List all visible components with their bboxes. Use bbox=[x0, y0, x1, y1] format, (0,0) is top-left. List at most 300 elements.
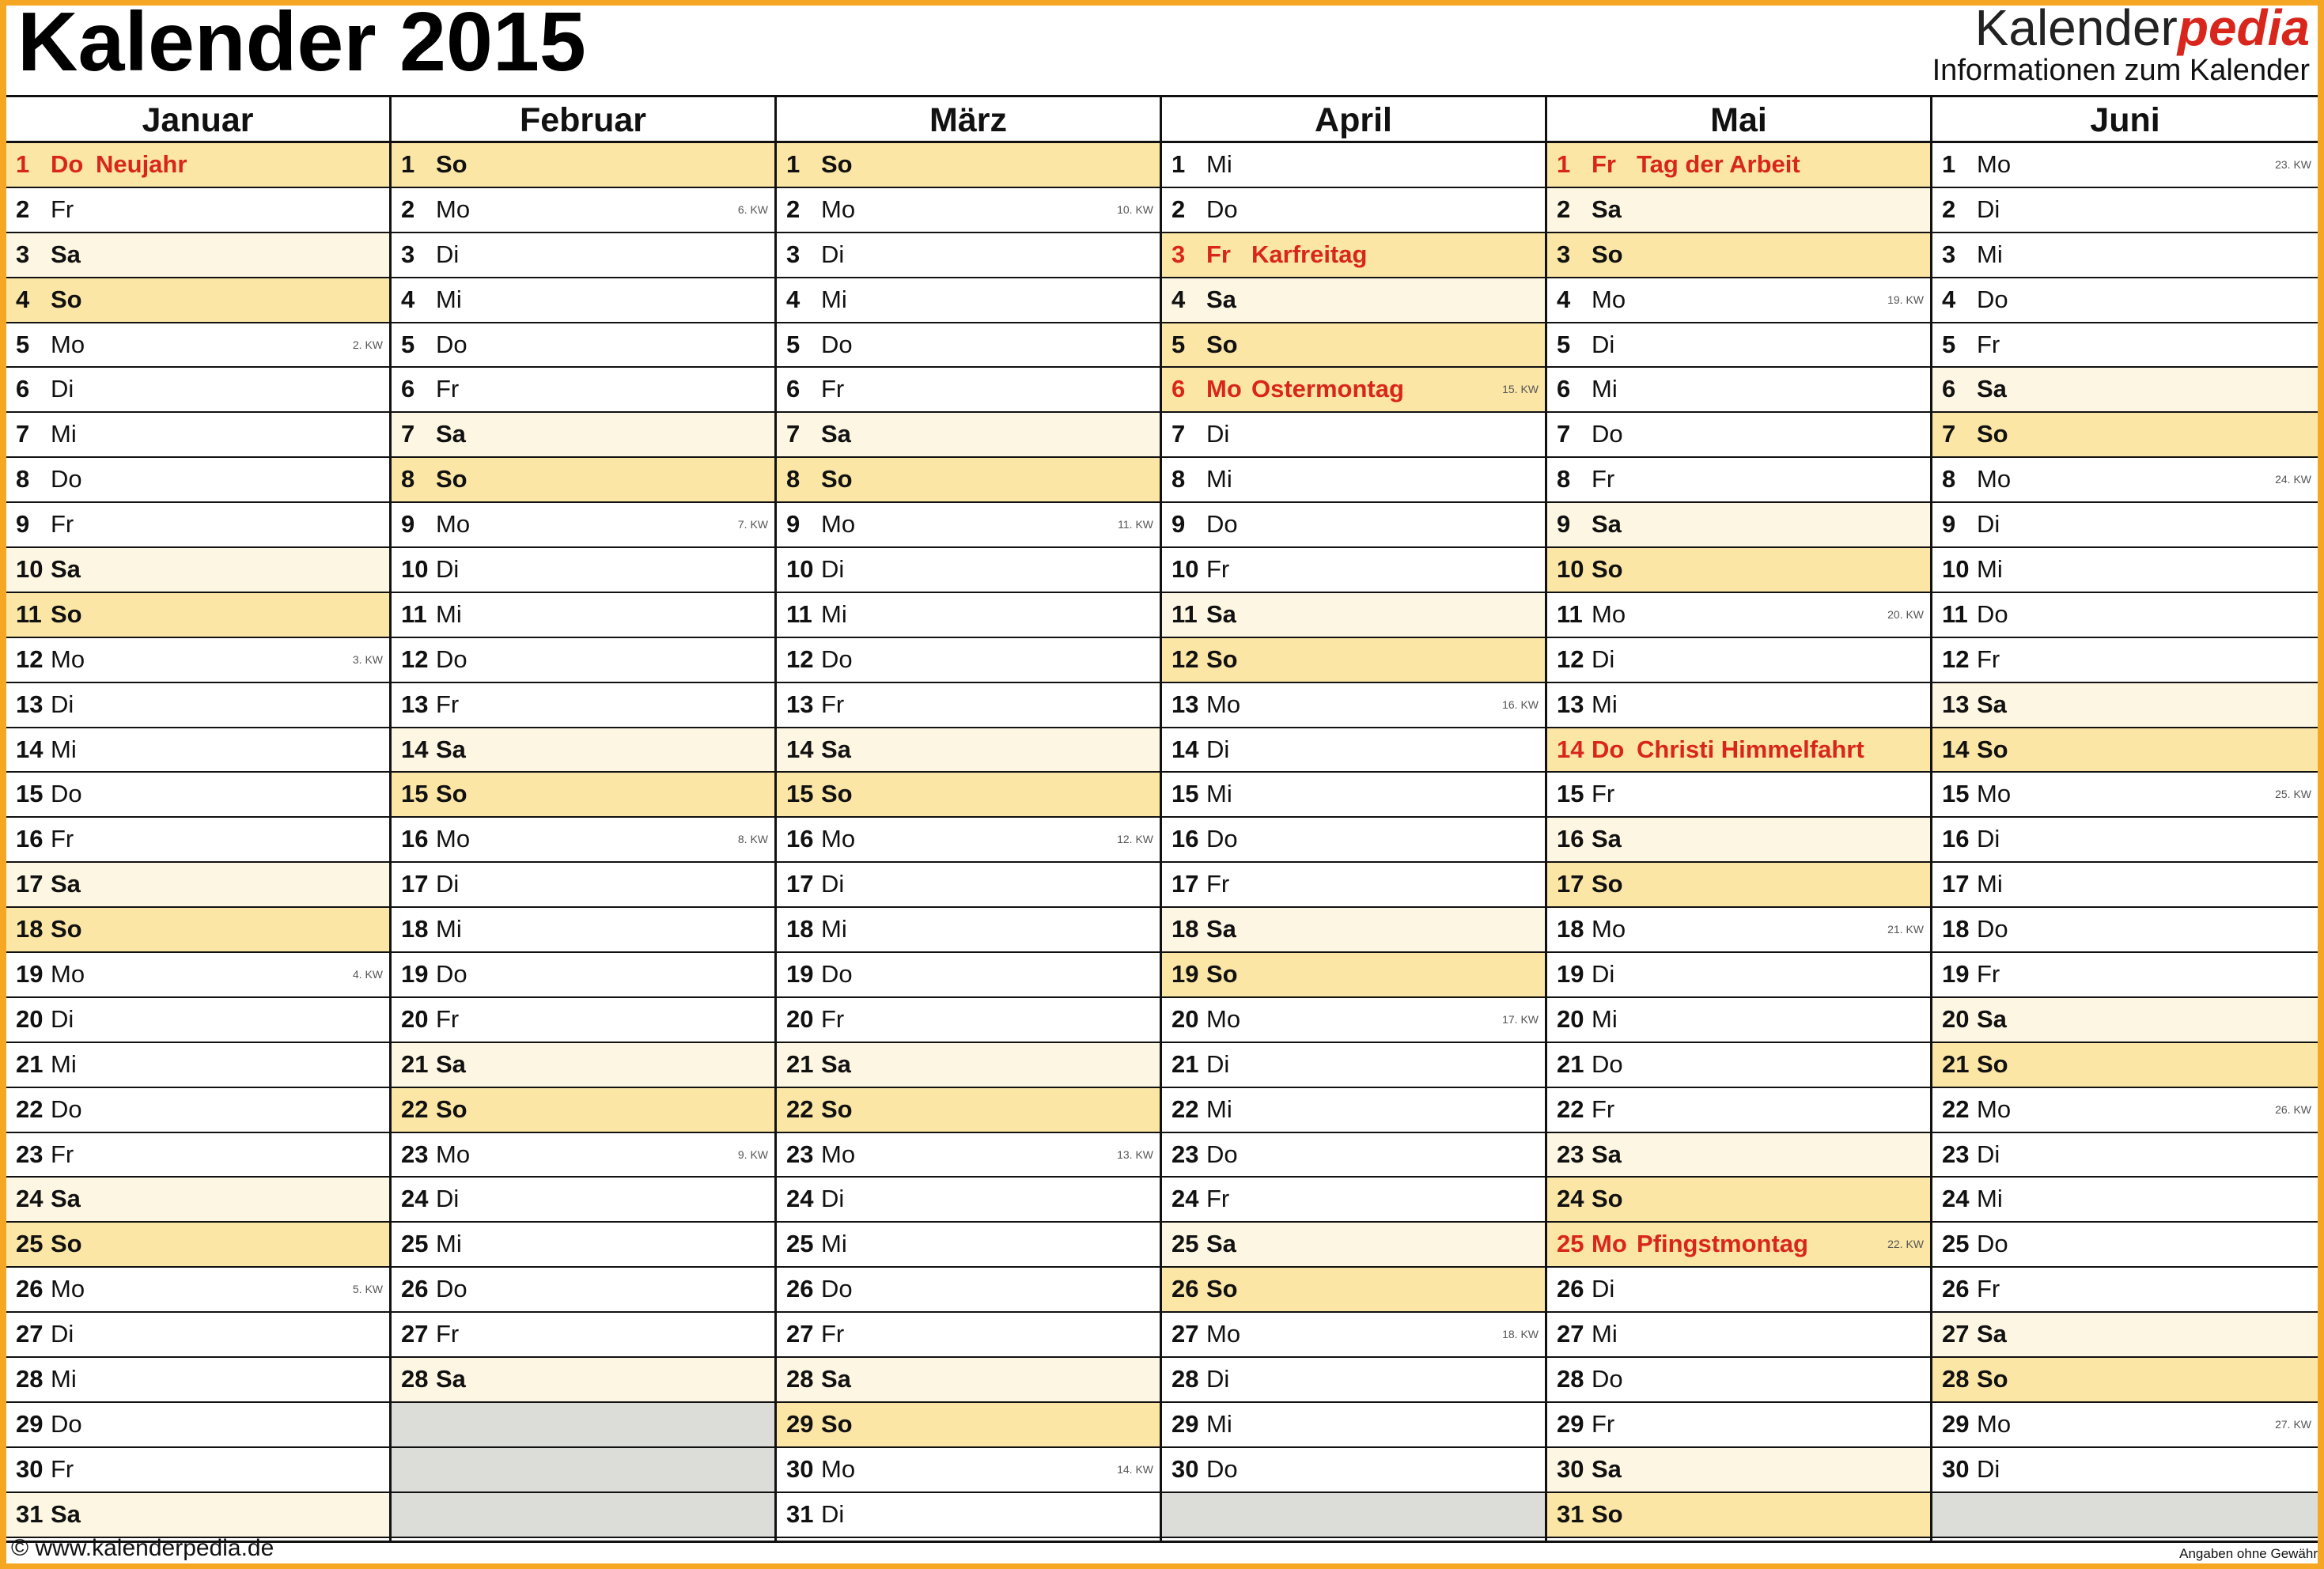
day-row[interactable] bbox=[6, 1493, 389, 1538]
day-row[interactable] bbox=[1162, 1088, 1545, 1133]
day-number: 9 bbox=[1171, 510, 1186, 539]
day-row[interactable] bbox=[1932, 323, 2318, 369]
day-row[interactable] bbox=[6, 1358, 389, 1403]
day-number: 28 bbox=[401, 1365, 429, 1393]
day-number: 26 bbox=[1557, 1275, 1584, 1303]
day-row[interactable] bbox=[1162, 908, 1545, 953]
day-row[interactable] bbox=[1547, 773, 1930, 818]
weekday-abbr: Sa bbox=[51, 555, 81, 584]
weekday-abbr: Do bbox=[1592, 1049, 1623, 1078]
day-number: 1 bbox=[16, 150, 30, 178]
day-number: 11 bbox=[786, 599, 812, 628]
holiday-row[interactable] bbox=[1162, 233, 1545, 278]
day-row[interactable] bbox=[1547, 458, 1930, 503]
day-row[interactable] bbox=[777, 818, 1160, 863]
footer-copyright[interactable]: © www.kalenderpedia.de bbox=[11, 1535, 274, 1561]
weekday-abbr: Do bbox=[821, 960, 853, 989]
day-number: 4 bbox=[16, 285, 30, 313]
day-row[interactable] bbox=[1932, 458, 2318, 503]
day-row[interactable] bbox=[6, 1223, 389, 1268]
day-row[interactable] bbox=[1932, 818, 2318, 863]
day-number: 14 bbox=[1171, 735, 1199, 763]
day-row[interactable] bbox=[6, 413, 389, 458]
day-row[interactable] bbox=[1932, 1043, 2318, 1088]
day-row[interactable] bbox=[1932, 863, 2318, 908]
day-number: 23 bbox=[786, 1140, 814, 1168]
day-row[interactable] bbox=[1932, 773, 2318, 818]
day-row[interactable] bbox=[1547, 1178, 1930, 1223]
day-row[interactable] bbox=[1932, 143, 2318, 188]
weekday-abbr: Sa bbox=[1592, 1454, 1622, 1483]
day-row[interactable] bbox=[1932, 1313, 2318, 1358]
day-row[interactable] bbox=[6, 1133, 389, 1178]
day-row[interactable] bbox=[392, 728, 774, 773]
day-number: 7 bbox=[1942, 420, 1956, 448]
weekday-abbr: Mi bbox=[436, 599, 462, 628]
day-row[interactable] bbox=[1932, 413, 2318, 458]
day-number: 25 bbox=[401, 1230, 429, 1258]
day-row[interactable] bbox=[777, 278, 1160, 323]
day-row[interactable] bbox=[1547, 1493, 1930, 1538]
weekday-abbr: Do bbox=[1206, 1454, 1238, 1483]
day-row[interactable] bbox=[392, 548, 774, 593]
day-row[interactable] bbox=[6, 368, 389, 413]
day-number: 27 bbox=[401, 1320, 429, 1348]
day-row[interactable] bbox=[777, 233, 1160, 278]
day-number: 11 bbox=[1557, 599, 1583, 628]
day-number: 10 bbox=[1942, 555, 1970, 584]
weekday-abbr: Di bbox=[1592, 645, 1615, 673]
day-row[interactable] bbox=[777, 143, 1160, 188]
day-row[interactable] bbox=[777, 998, 1160, 1043]
day-row[interactable] bbox=[1547, 1088, 1930, 1133]
day-row[interactable] bbox=[1547, 1448, 1930, 1493]
day-row[interactable] bbox=[6, 1043, 389, 1088]
day-row[interactable] bbox=[1547, 908, 1930, 953]
day-row[interactable] bbox=[6, 908, 389, 953]
day-row[interactable] bbox=[392, 1043, 774, 1088]
day-row[interactable] bbox=[1547, 323, 1930, 369]
day-row[interactable] bbox=[1547, 863, 1930, 908]
day-row[interactable] bbox=[392, 953, 774, 998]
day-row[interactable] bbox=[1162, 1268, 1545, 1313]
day-row[interactable] bbox=[392, 1178, 774, 1223]
day-row[interactable] bbox=[777, 773, 1160, 818]
day-row[interactable] bbox=[1547, 818, 1930, 863]
day-row[interactable] bbox=[777, 1088, 1160, 1133]
day-row[interactable] bbox=[392, 908, 774, 953]
day-number: 19 bbox=[1171, 960, 1199, 989]
day-row[interactable] bbox=[1162, 1403, 1545, 1448]
day-row[interactable] bbox=[6, 458, 389, 503]
day-row[interactable] bbox=[392, 773, 774, 818]
day-row[interactable] bbox=[777, 188, 1160, 233]
day-number: 4 bbox=[1171, 285, 1186, 313]
weekday-abbr: Di bbox=[1977, 1454, 2000, 1483]
day-number: 14 bbox=[786, 735, 814, 763]
day-row[interactable] bbox=[1932, 503, 2318, 548]
day-row[interactable] bbox=[777, 323, 1160, 369]
weekday-abbr: Sa bbox=[1206, 915, 1236, 943]
day-row[interactable] bbox=[1162, 773, 1545, 818]
weekday-abbr: Mo bbox=[1206, 1320, 1241, 1348]
day-row[interactable] bbox=[1547, 1403, 1930, 1448]
day-row[interactable] bbox=[777, 953, 1160, 998]
day-row[interactable] bbox=[1932, 683, 2318, 728]
month-header: März bbox=[777, 97, 1160, 143]
day-number: 13 bbox=[16, 690, 44, 718]
day-number: 1 bbox=[401, 150, 415, 178]
day-number: 2 bbox=[1171, 195, 1186, 223]
day-row[interactable] bbox=[777, 1403, 1160, 1448]
weekday-abbr: So bbox=[436, 1095, 467, 1123]
day-number: 16 bbox=[16, 825, 44, 853]
day-row[interactable] bbox=[1162, 458, 1545, 503]
day-row[interactable] bbox=[777, 1448, 1160, 1493]
day-number: 27 bbox=[1942, 1320, 1970, 1348]
day-row[interactable] bbox=[6, 1313, 389, 1358]
day-row[interactable] bbox=[1547, 1358, 1930, 1403]
weekday-abbr: Fr bbox=[821, 1004, 845, 1033]
day-row[interactable] bbox=[1162, 818, 1545, 863]
holiday-row[interactable] bbox=[1547, 1223, 1930, 1268]
weekday-abbr: Do bbox=[821, 1275, 853, 1303]
day-row[interactable] bbox=[6, 638, 389, 683]
day-row[interactable] bbox=[1932, 1178, 2318, 1223]
day-number: 2 bbox=[786, 195, 801, 223]
weekday-abbr: Mi bbox=[821, 1230, 847, 1258]
day-row[interactable] bbox=[1547, 188, 1930, 233]
day-number: 31 bbox=[786, 1499, 814, 1528]
day-row[interactable] bbox=[6, 548, 389, 593]
day-row[interactable] bbox=[1162, 863, 1545, 908]
day-row[interactable] bbox=[1932, 593, 2318, 638]
day-row[interactable] bbox=[392, 323, 774, 369]
day-number: 13 bbox=[1942, 690, 1970, 718]
day-row[interactable] bbox=[6, 1448, 389, 1493]
day-row[interactable] bbox=[1932, 908, 2318, 953]
weekday-abbr: Mi bbox=[1977, 1185, 2003, 1213]
day-number: 18 bbox=[786, 915, 814, 943]
brand-logo[interactable] bbox=[1932, 2, 2310, 88]
day-row[interactable] bbox=[1162, 953, 1545, 998]
day-row[interactable] bbox=[777, 413, 1160, 458]
day-row[interactable] bbox=[777, 1313, 1160, 1358]
day-row[interactable] bbox=[1162, 1178, 1545, 1223]
day-row[interactable] bbox=[777, 1178, 1160, 1223]
day-number: 6 bbox=[1942, 375, 1956, 403]
day-row[interactable] bbox=[392, 998, 774, 1043]
weekday-abbr: Mo bbox=[1592, 915, 1626, 943]
day-row[interactable] bbox=[6, 1088, 389, 1133]
weekday-abbr: Sa bbox=[51, 870, 81, 898]
day-row[interactable] bbox=[6, 998, 389, 1043]
brand-name-plain: Kalender bbox=[1974, 0, 2178, 56]
day-row[interactable] bbox=[777, 683, 1160, 728]
day-row[interactable] bbox=[392, 1313, 774, 1358]
day-row[interactable] bbox=[6, 863, 389, 908]
day-number: 8 bbox=[16, 465, 30, 493]
day-row[interactable] bbox=[1162, 323, 1545, 369]
day-row[interactable] bbox=[6, 1178, 389, 1223]
week-number: 16. KW bbox=[1502, 698, 1539, 711]
weekday-abbr: Mo bbox=[1592, 1230, 1627, 1258]
weekday-abbr: Di bbox=[51, 690, 74, 718]
weekday-abbr: Mi bbox=[821, 285, 847, 313]
day-row[interactable] bbox=[1162, 728, 1545, 773]
day-number: 7 bbox=[786, 420, 801, 448]
day-row[interactable] bbox=[1162, 503, 1545, 548]
weekday-abbr: Mo bbox=[436, 825, 471, 853]
day-row[interactable] bbox=[392, 233, 774, 278]
weekday-abbr: Do bbox=[1206, 1140, 1238, 1168]
day-number: 18 bbox=[1557, 915, 1584, 943]
day-row[interactable] bbox=[1547, 998, 1930, 1043]
month-column bbox=[392, 97, 777, 1541]
day-row[interactable] bbox=[1162, 1133, 1545, 1178]
weekday-abbr: Mo bbox=[1977, 1409, 2012, 1438]
day-row[interactable] bbox=[392, 1223, 774, 1268]
week-number: 7. KW bbox=[737, 518, 768, 531]
weekday-abbr: Fr bbox=[821, 1320, 845, 1348]
day-row[interactable] bbox=[1932, 548, 2318, 593]
page-title: Kalender 2015 bbox=[17, 0, 586, 89]
weekday-abbr: Di bbox=[1206, 420, 1230, 448]
day-row[interactable] bbox=[777, 1493, 1160, 1538]
day-row[interactable] bbox=[392, 368, 774, 413]
day-row[interactable] bbox=[392, 1088, 774, 1133]
weekday-abbr: Di bbox=[821, 870, 845, 898]
day-number: 24 bbox=[1942, 1185, 1970, 1213]
day-row[interactable] bbox=[1932, 1403, 2318, 1448]
day-row[interactable] bbox=[1932, 1268, 2318, 1313]
day-number: 8 bbox=[1557, 465, 1571, 493]
holiday-row[interactable] bbox=[1547, 728, 1930, 773]
day-row[interactable] bbox=[392, 458, 774, 503]
weekday-abbr: Mi bbox=[1977, 240, 2003, 268]
day-number: 9 bbox=[16, 510, 30, 539]
day-row[interactable] bbox=[1547, 1313, 1930, 1358]
day-row[interactable] bbox=[777, 638, 1160, 683]
day-row[interactable] bbox=[777, 1133, 1160, 1178]
day-row[interactable] bbox=[1932, 1358, 2318, 1403]
holiday-name: Tag der Arbeit bbox=[1637, 150, 1800, 178]
week-number: 2. KW bbox=[352, 338, 383, 351]
weekday-abbr: Sa bbox=[436, 420, 466, 448]
day-row[interactable] bbox=[392, 683, 774, 728]
day-row[interactable] bbox=[1547, 413, 1930, 458]
day-row[interactable] bbox=[1547, 278, 1930, 323]
day-row[interactable] bbox=[777, 1358, 1160, 1403]
day-row[interactable] bbox=[1162, 143, 1545, 188]
day-row[interactable] bbox=[392, 593, 774, 638]
day-number: 14 bbox=[1942, 735, 1970, 763]
day-row[interactable] bbox=[392, 1268, 774, 1313]
day-number: 24 bbox=[1171, 1185, 1199, 1213]
day-row[interactable] bbox=[1162, 638, 1545, 683]
day-row[interactable] bbox=[6, 728, 389, 773]
day-row[interactable] bbox=[1932, 278, 2318, 323]
day-number: 17 bbox=[401, 870, 429, 898]
weekday-abbr: Mi bbox=[436, 285, 462, 313]
day-number: 8 bbox=[1942, 465, 1956, 493]
day-row[interactable] bbox=[777, 863, 1160, 908]
day-row[interactable] bbox=[777, 503, 1160, 548]
day-row[interactable] bbox=[1162, 1223, 1545, 1268]
day-row[interactable] bbox=[1932, 998, 2318, 1043]
day-row[interactable] bbox=[777, 908, 1160, 953]
day-number: 24 bbox=[401, 1185, 429, 1213]
week-number: 27. KW bbox=[2275, 1417, 2311, 1431]
day-row[interactable] bbox=[1547, 368, 1930, 413]
day-row[interactable] bbox=[1547, 638, 1930, 683]
weekday-abbr: So bbox=[1592, 1185, 1623, 1213]
weekday-abbr: Mi bbox=[1977, 870, 2003, 898]
day-row[interactable] bbox=[1932, 728, 2318, 773]
weekday-abbr: Fr bbox=[1206, 555, 1230, 584]
day-row[interactable] bbox=[1932, 1223, 2318, 1268]
day-row[interactable] bbox=[777, 1043, 1160, 1088]
day-row[interactable] bbox=[1162, 1043, 1545, 1088]
day-row[interactable] bbox=[392, 863, 774, 908]
day-row[interactable] bbox=[6, 683, 389, 728]
day-row[interactable] bbox=[777, 728, 1160, 773]
day-number: 21 bbox=[401, 1049, 429, 1078]
day-number: 5 bbox=[1557, 330, 1571, 358]
day-row[interactable] bbox=[1162, 1448, 1545, 1493]
day-row[interactable] bbox=[1162, 1313, 1545, 1358]
day-row[interactable] bbox=[6, 818, 389, 863]
day-number: 15 bbox=[1171, 780, 1199, 808]
day-row[interactable] bbox=[6, 953, 389, 998]
week-number: 24. KW bbox=[2275, 473, 2311, 486]
day-row[interactable] bbox=[6, 278, 389, 323]
day-row[interactable] bbox=[1932, 1133, 2318, 1178]
day-number: 19 bbox=[786, 960, 814, 989]
weekday-abbr: Mi bbox=[1977, 555, 2003, 584]
day-number: 4 bbox=[401, 285, 415, 313]
day-number: 11 bbox=[401, 599, 427, 628]
day-row[interactable] bbox=[1547, 683, 1930, 728]
day-row[interactable] bbox=[1162, 188, 1545, 233]
holiday-row[interactable] bbox=[1547, 143, 1930, 188]
day-row[interactable] bbox=[777, 593, 1160, 638]
day-row[interactable] bbox=[1162, 1358, 1545, 1403]
weekday-abbr: Di bbox=[1977, 510, 2000, 539]
weekday-abbr: So bbox=[1977, 420, 2008, 448]
day-row[interactable] bbox=[1547, 503, 1930, 548]
day-row[interactable] bbox=[392, 413, 774, 458]
day-row[interactable] bbox=[392, 188, 774, 233]
day-row[interactable] bbox=[6, 1403, 389, 1448]
day-row[interactable] bbox=[6, 1268, 389, 1313]
day-row[interactable] bbox=[1162, 683, 1545, 728]
day-number: 25 bbox=[1171, 1230, 1199, 1258]
day-row[interactable] bbox=[392, 143, 774, 188]
day-number: 5 bbox=[16, 330, 30, 358]
day-row[interactable] bbox=[6, 188, 389, 233]
day-row[interactable] bbox=[1932, 1448, 2318, 1493]
empty-day-cell bbox=[1162, 1493, 1545, 1538]
day-row[interactable] bbox=[1162, 413, 1545, 458]
day-row[interactable] bbox=[777, 548, 1160, 593]
day-number: 29 bbox=[16, 1409, 44, 1438]
day-number: 17 bbox=[786, 870, 814, 898]
day-row[interactable] bbox=[6, 503, 389, 548]
day-row[interactable] bbox=[6, 593, 389, 638]
day-row[interactable] bbox=[777, 1223, 1160, 1268]
day-row[interactable] bbox=[1162, 278, 1545, 323]
weekday-abbr: Do bbox=[51, 780, 82, 808]
day-row[interactable] bbox=[1932, 188, 2318, 233]
day-row[interactable] bbox=[1547, 953, 1930, 998]
day-row[interactable] bbox=[392, 503, 774, 548]
weekday-abbr: Di bbox=[1592, 960, 1615, 989]
day-row[interactable] bbox=[1162, 593, 1545, 638]
day-row[interactable] bbox=[1932, 638, 2318, 683]
day-row[interactable] bbox=[1547, 548, 1930, 593]
day-row[interactable] bbox=[1932, 233, 2318, 278]
day-row[interactable] bbox=[392, 638, 774, 683]
holiday-row[interactable] bbox=[6, 143, 389, 188]
day-row[interactable] bbox=[1932, 1088, 2318, 1133]
day-number: 14 bbox=[401, 735, 429, 763]
weekday-abbr: Sa bbox=[821, 735, 851, 763]
day-row[interactable] bbox=[1547, 233, 1930, 278]
holiday-name: Karfreitag bbox=[1251, 240, 1368, 268]
day-number: 3 bbox=[1557, 240, 1571, 268]
day-row[interactable] bbox=[6, 773, 389, 818]
weekday-abbr: Di bbox=[821, 1499, 845, 1528]
day-row[interactable] bbox=[1547, 1268, 1930, 1313]
weekday-abbr: Fr bbox=[1206, 1185, 1230, 1213]
day-row[interactable] bbox=[6, 323, 389, 369]
day-row[interactable] bbox=[1547, 593, 1930, 638]
day-row[interactable] bbox=[777, 458, 1160, 503]
day-row[interactable] bbox=[1547, 1043, 1930, 1088]
weekday-abbr: Fr bbox=[821, 375, 845, 403]
weekday-abbr: So bbox=[821, 150, 853, 178]
weekday-abbr: Mi bbox=[1206, 1409, 1232, 1438]
day-number: 30 bbox=[16, 1454, 44, 1483]
day-row[interactable] bbox=[1162, 548, 1545, 593]
weekday-abbr: Mo bbox=[821, 1140, 856, 1168]
weekday-abbr: So bbox=[821, 1095, 853, 1123]
weekday-abbr: Mo bbox=[51, 960, 85, 989]
day-row[interactable] bbox=[392, 278, 774, 323]
day-row[interactable] bbox=[392, 1133, 774, 1178]
weekday-abbr: Di bbox=[821, 240, 845, 268]
weekday-abbr: Mi bbox=[1592, 375, 1618, 403]
day-row[interactable] bbox=[777, 368, 1160, 413]
day-row[interactable] bbox=[1932, 953, 2318, 998]
weekday-abbr: Do bbox=[1206, 510, 1238, 539]
weekday-abbr: Fr bbox=[1592, 1095, 1615, 1123]
day-row[interactable] bbox=[777, 1268, 1160, 1313]
day-number: 5 bbox=[786, 330, 801, 358]
weekday-abbr: Do bbox=[1977, 285, 2008, 313]
day-row[interactable] bbox=[1932, 368, 2318, 413]
day-row[interactable] bbox=[1547, 1133, 1930, 1178]
day-row[interactable] bbox=[392, 1358, 774, 1403]
day-number: 13 bbox=[1557, 690, 1584, 718]
day-number: 16 bbox=[401, 825, 429, 853]
day-row[interactable] bbox=[392, 818, 774, 863]
day-row[interactable] bbox=[1162, 998, 1545, 1043]
week-number: 3. KW bbox=[352, 652, 383, 666]
holiday-row[interactable] bbox=[1162, 368, 1545, 413]
day-row[interactable] bbox=[6, 233, 389, 278]
